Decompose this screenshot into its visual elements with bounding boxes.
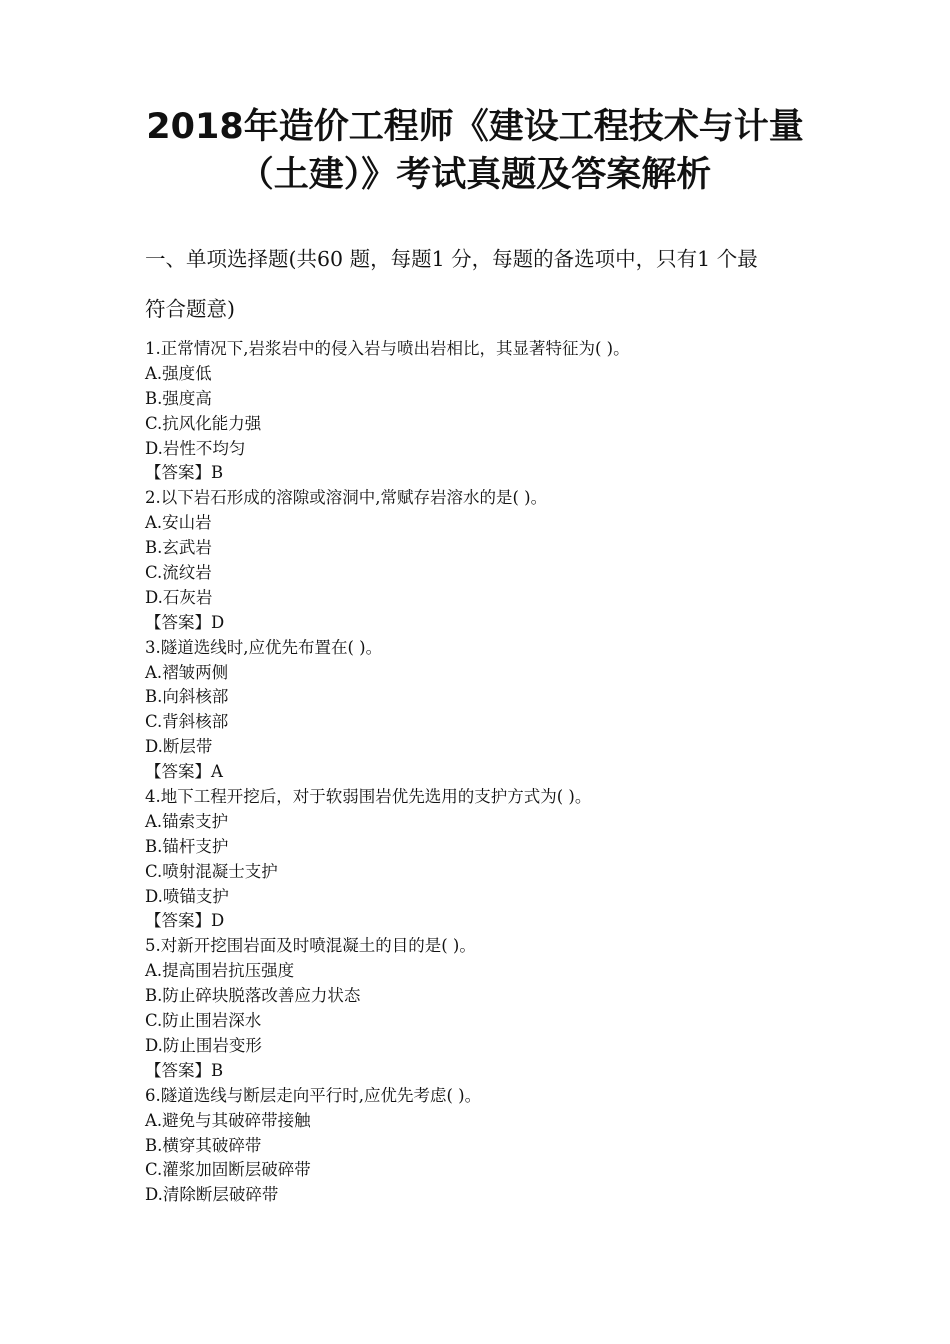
answer-option: D.喷锚支护 [145,886,229,906]
question-stem: 4.地下工程开挖后，对于软弱围岩优先选用的支护方式为( )。 [145,787,592,807]
question-block [145,337,825,486]
answer-option: A.褶皱两侧 [145,662,229,682]
answer-option: C.背斜核部 [145,712,229,732]
section-heading-line-2: 符合题意) [145,297,235,321]
answer-option: C.灌浆加固断层破碎带 [145,1160,311,1180]
question-block [145,486,825,635]
answer-option: D.石灰岩 [145,587,213,607]
answer-option: D.岩性不均匀 [145,438,246,458]
section-heading-line-1: 一、单项选择题(共60 题，每题1 分，每题的备选项中，只有1 个最 [145,247,758,271]
answer-option: D.断层带 [145,737,213,757]
question-stem: 1.正常情况下,岩浆岩中的侵入岩与喷出岩相比，其显著特征为( )。 [145,339,630,358]
answer-option: A.安山岩 [145,513,212,533]
answer-option: C.流纹岩 [145,563,212,583]
answer-option: A.锚索支护 [145,811,229,831]
answer-key: 【答案】B [145,463,224,483]
answer-option: B.向斜核部 [145,687,229,707]
question-block [145,636,825,785]
answer-option: B.防止碎块脱落改善应力状态 [145,986,361,1006]
document-title-line-1: 2018年造价工程师《建设工程技术与计量 [146,107,804,147]
question-stem: 6.隧道选线与断层走向平行时,应优先考虑( )。 [145,1085,482,1105]
answer-option: C.抗风化能力强 [145,413,262,433]
answer-option: B.强度高 [145,388,212,408]
question-stem: 3.隧道选线时,应优先布置在( )。 [145,637,383,657]
answer-option: D.清除断层破碎带 [145,1185,279,1205]
answer-key: 【答案】D [145,911,225,931]
answer-option: B.玄武岩 [145,538,212,558]
answer-option: A.强度低 [145,363,212,383]
answer-key: 【答案】D [145,612,225,632]
question-stem: 5.对新开挖围岩面及时喷混凝土的目的是( )。 [145,936,476,956]
answer-option: B.锚杆支护 [145,836,229,856]
answer-option: C.防止围岩深水 [145,1011,262,1031]
question-block [145,934,825,1083]
document-title-line-2: （土建）》考试真题及答案解析 [238,155,712,195]
question-block [145,1084,825,1208]
answer-key: 【答案】A [145,762,223,782]
question-block [145,785,825,934]
answer-option: A.避免与其破碎带接触 [145,1110,311,1130]
answer-option: C.喷射混凝士支护 [145,861,278,881]
answer-key: 【答案】B [145,1060,224,1080]
question-list [145,337,825,1208]
answer-option: B.横穿其破碎带 [145,1135,262,1155]
answer-option: A.提高围岩抗压强度 [145,961,295,981]
answer-option: D.防止围岩变形 [145,1035,262,1055]
question-stem: 2.以下岩石形成的溶隙或溶洞中,常赋存岩溶水的是( )。 [145,488,548,508]
